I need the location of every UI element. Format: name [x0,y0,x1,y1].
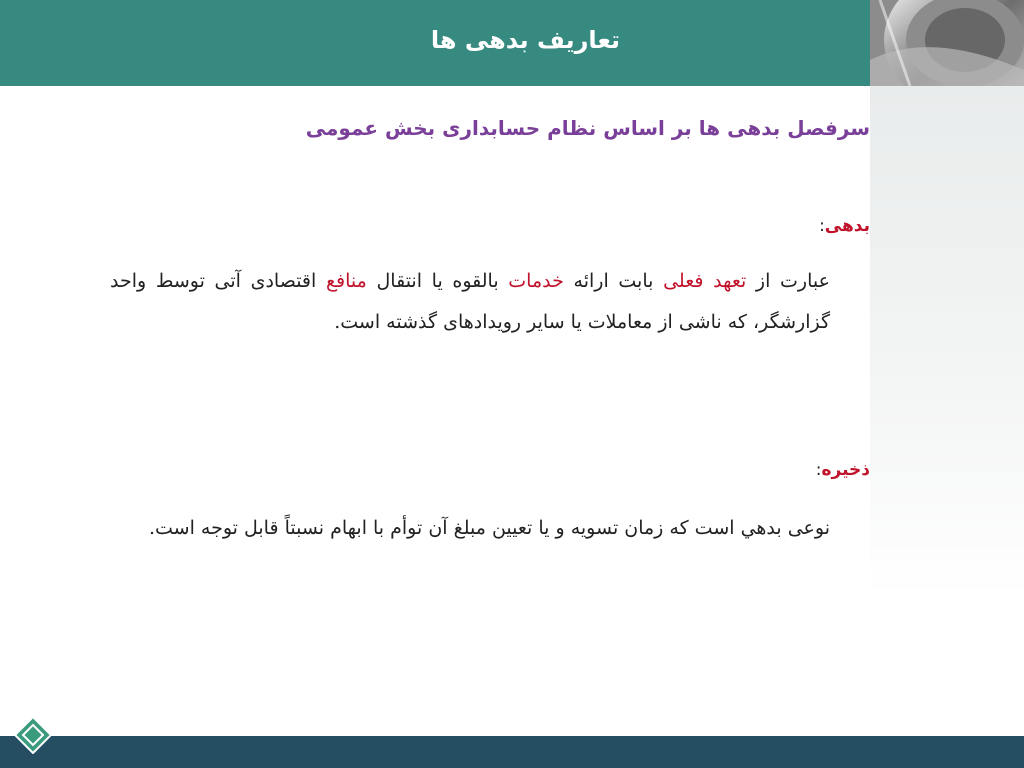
term-label: بدهی [824,216,870,236]
highlight-current-obligation: تعهد فعلی [663,270,747,292]
term-label: ذخیره [821,460,870,480]
definition-liability [110,261,830,343]
footer-bar [0,736,1024,768]
definition-text: بالقوه یا انتقال [366,270,509,292]
metallic-ring-decoration-icon [870,0,1024,86]
definition-provision: نوعی بدهي است که زمان تسویه و یا تعیین مبلغ آن توأم با ابهام نسبتاً قابل توجه است. [148,517,830,539]
side-panel [870,86,1024,596]
slide-title: تعاریف بدهی ها [430,26,620,54]
diamond-icon [14,716,52,754]
term-provision [816,460,870,480]
term-colon: : [815,460,822,480]
section-subtitle: سرفصل بدهی ها بر اساس نظام حسابداری بخش عمومی [305,116,870,140]
term-liability [819,216,870,236]
definition-text: بابت ارائه [563,270,664,292]
definition-text: اقتصادی آتی توسط واحد گزارشگر، که ناشی از معاملات یا سایر رویدادهای گذشته است. [110,270,830,333]
highlight-benefits: منافع [325,270,367,292]
definition-text: عبارت از [746,270,830,292]
term-colon: : [819,216,825,236]
highlight-services: خدمات [508,270,564,292]
slide-header [0,0,870,86]
